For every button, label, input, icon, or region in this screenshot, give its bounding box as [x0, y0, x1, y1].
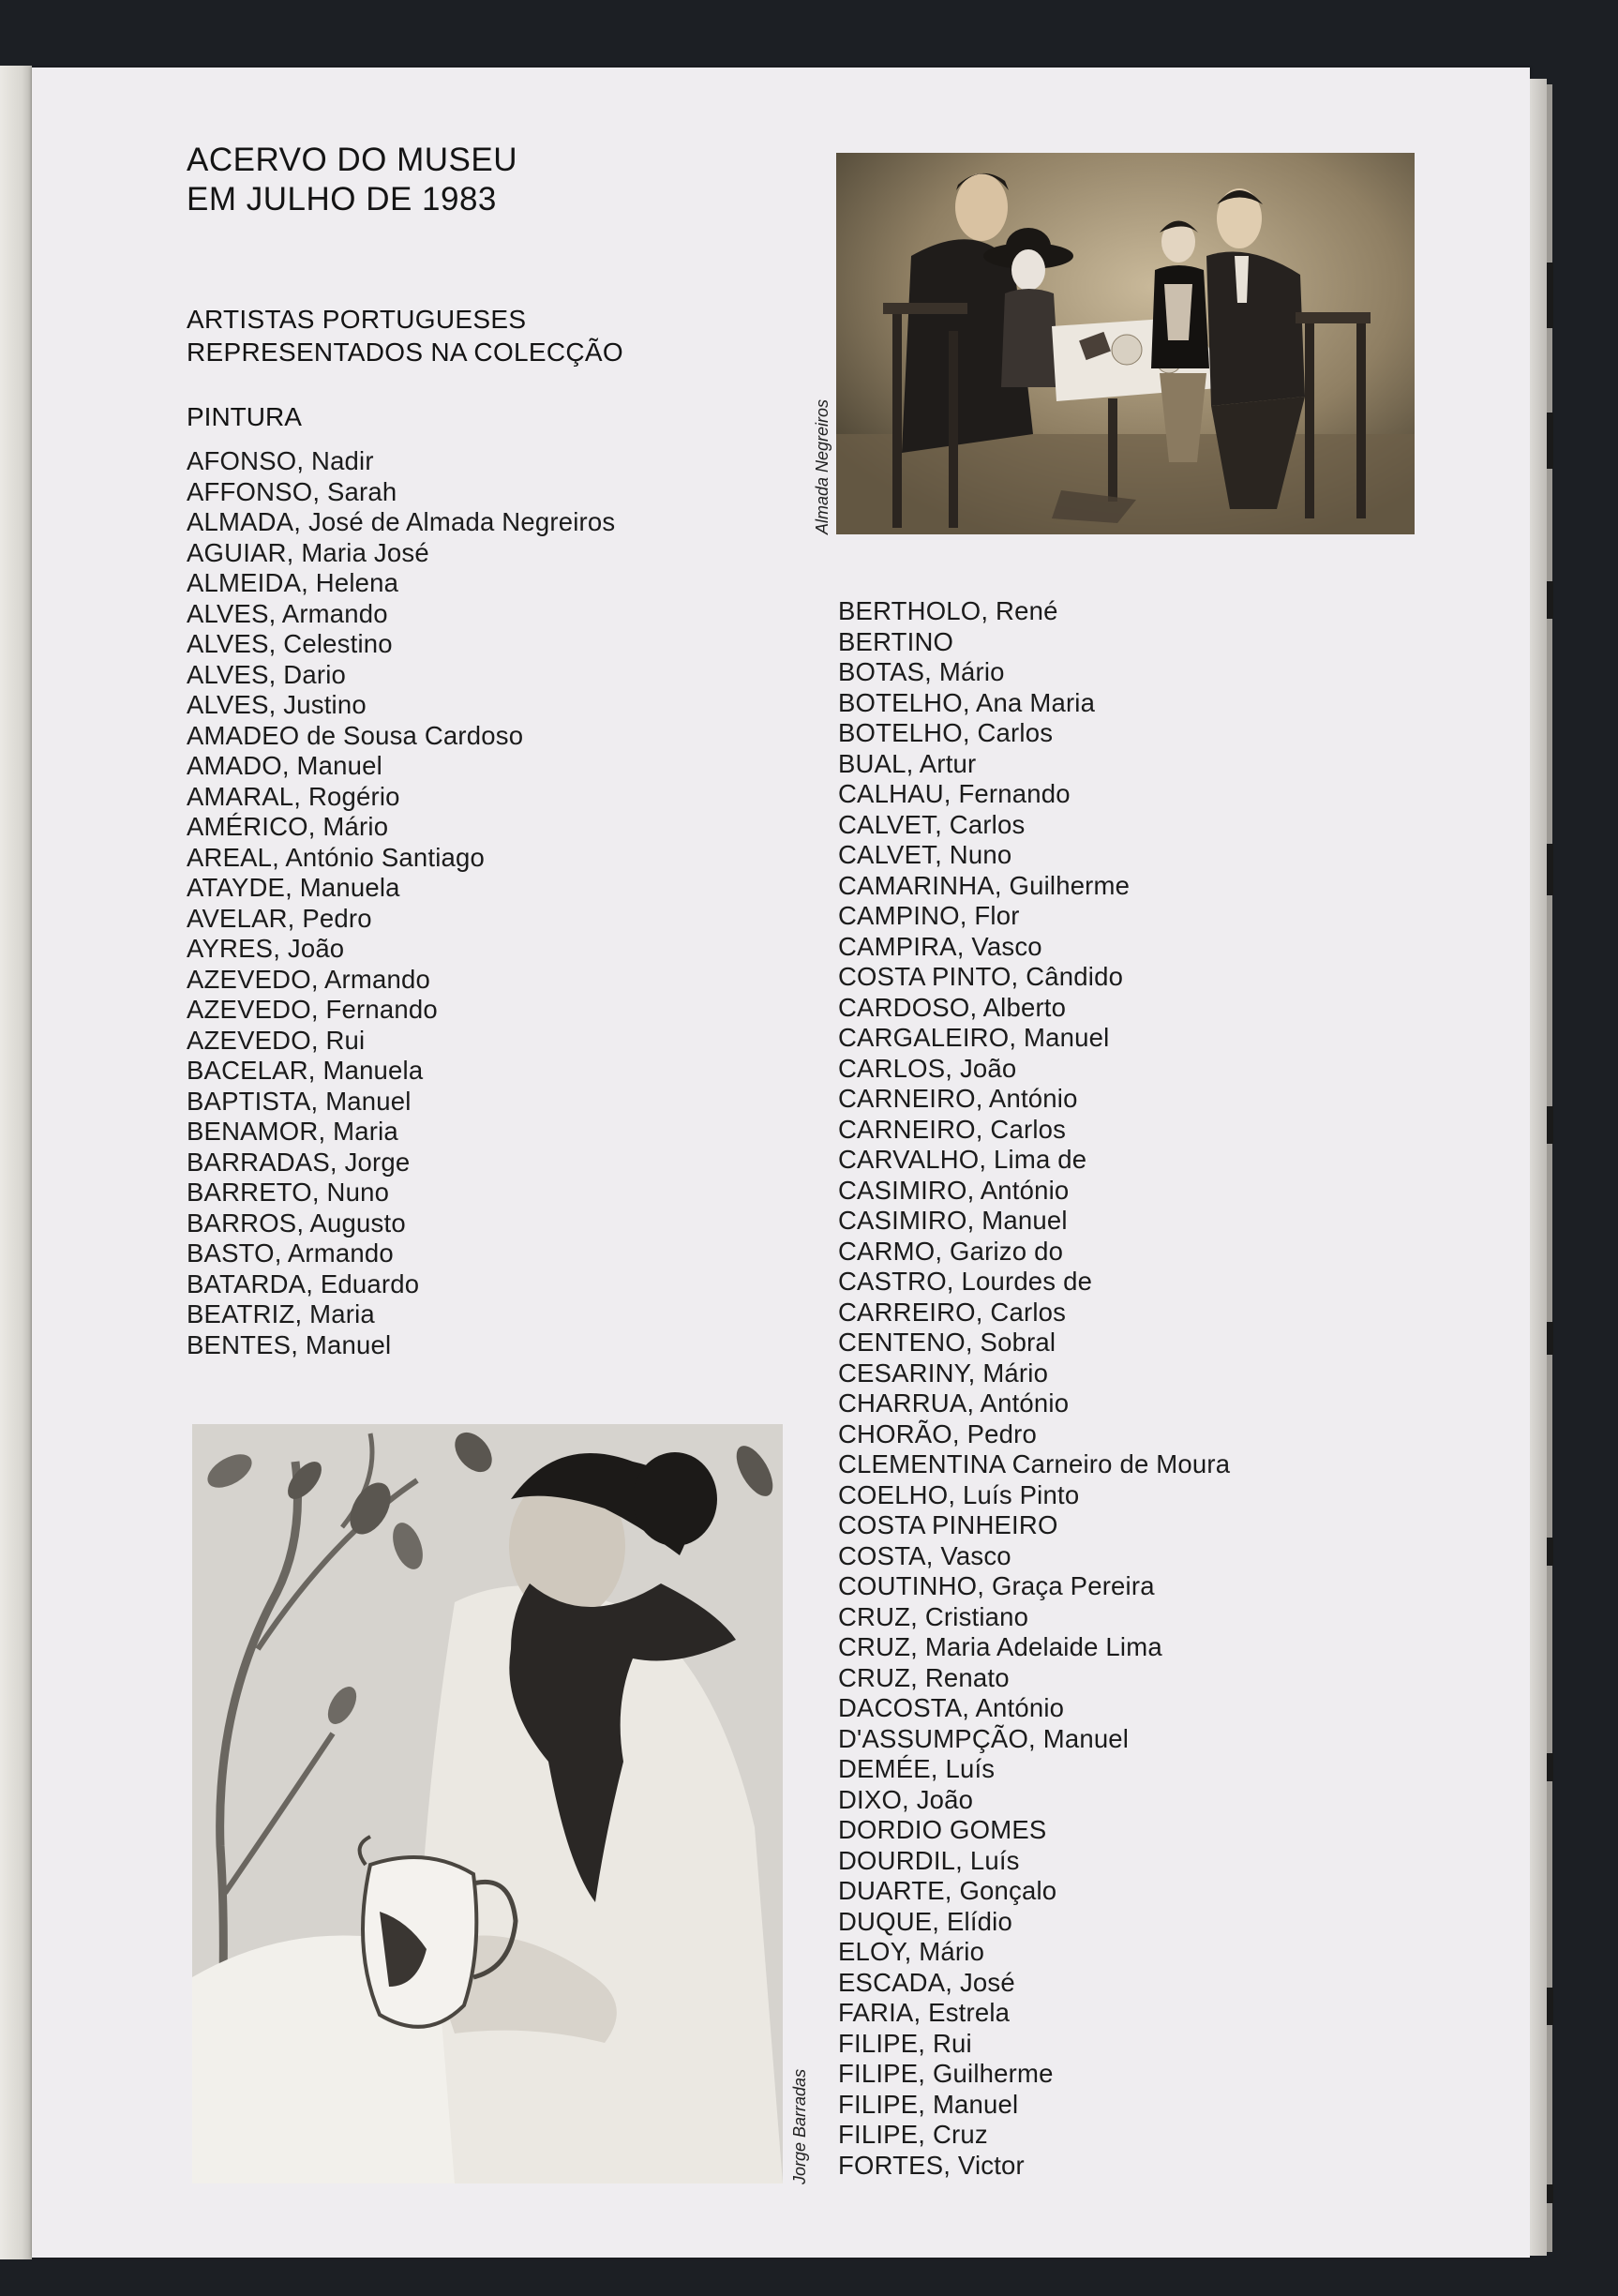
binding-strip: [1547, 84, 1552, 2252]
binding-mark: [1547, 263, 1553, 328]
binding-mark: [1547, 1753, 1553, 1781]
artist-name: BACELAR, Manuela: [187, 1056, 424, 1085]
artist-name: ELOY, Mário: [838, 1937, 985, 1966]
artist-name: CESARINY, Mário: [838, 1358, 1049, 1388]
binding-mark: [1547, 1988, 1553, 2025]
artist-name: AMARAL, Rogério: [187, 781, 400, 811]
artist-name: COUTINHO, Graça Pereira: [838, 1571, 1155, 1600]
artist-name: BAPTISTA, Manuel: [187, 1086, 412, 1116]
artist-name: BARRADAS, Jorge: [187, 1147, 411, 1177]
artist-name: CHARRUA, António: [838, 1388, 1070, 1418]
artist-name: CARDOSO, Alberto: [838, 992, 1067, 1022]
artist-name: DUARTE, Gonçalo: [838, 1876, 1057, 1905]
artist-name: ALVES, Celestino: [187, 629, 393, 658]
artist-name: AVELAR, Pedro: [187, 903, 372, 933]
artist-name: BARRETO, Nuno: [187, 1178, 390, 1207]
left-page-spine: [0, 66, 32, 2259]
artist-name: DIXO, João: [838, 1784, 974, 1814]
artist-name: DUQUE, Elídio: [838, 1906, 1012, 1936]
section-heading: [187, 303, 623, 368]
title-line-2: EM JULHO DE 1983: [187, 181, 497, 218]
page-edge: [1530, 79, 1547, 2256]
artist-name: ALMADA, José de Almada Negreiros: [187, 507, 616, 536]
artist-name: FILIPE, Cruz: [838, 2120, 988, 2149]
artist-name: CARREIRO, Carlos: [838, 1297, 1067, 1327]
artist-name: CAMPIRA, Vasco: [838, 931, 1042, 961]
artist-name: CARGALEIRO, Manuel: [838, 1023, 1110, 1052]
binding-mark: [1547, 1106, 1553, 1144]
artist-name: COSTA PINHEIRO: [838, 1510, 1058, 1539]
artist-name: CALHAU, Fernando: [838, 779, 1071, 808]
artist-name: CARVALHO, Lima de: [838, 1145, 1087, 1174]
artist-name: BATARDA, Eduardo: [187, 1268, 420, 1298]
artist-name: ALVES, Justino: [187, 690, 367, 719]
artist-name: CENTENO, Sobral: [838, 1328, 1056, 1357]
artist-name: CRUZ, Renato: [838, 1662, 1010, 1692]
artist-name: AFONSO, Nadir: [187, 446, 374, 475]
artist-name: AFFONSO, Sarah: [187, 476, 397, 506]
artist-name: AREAL, António Santiago: [187, 842, 486, 872]
artist-name: BOTELHO, Ana Maria: [838, 687, 1096, 717]
artist-name: CALVET, Carlos: [838, 809, 1026, 839]
binding-mark: [1547, 1322, 1553, 1355]
artist-name: DACOSTA, António: [838, 1693, 1065, 1722]
artist-name: CHORÃO, Pedro: [838, 1418, 1037, 1448]
subheading-line-2: REPRESENTADOS NA COLECÇÃO: [187, 338, 623, 367]
artist-name: D'ASSUMPÇÃO, Manuel: [838, 1723, 1130, 1753]
artist-name: FILIPE, Manuel: [838, 2089, 1019, 2119]
binding-mark: [1547, 844, 1553, 895]
artist-name: BOTELHO, Carlos: [838, 718, 1054, 747]
page-title: [187, 141, 517, 219]
binding-mark: [1547, 2184, 1553, 2203]
artist-name: COSTA PINTO, Cândido: [838, 962, 1124, 991]
artist-name: ALMEIDA, Helena: [187, 568, 399, 597]
artist-name: DORDIO GOMES: [838, 1815, 1047, 1844]
binding-mark: [1547, 413, 1553, 469]
artist-name: CASIMIRO, Manuel: [838, 1206, 1068, 1235]
artist-name: CARNEIRO, Carlos: [838, 1114, 1067, 1144]
artist-name: BASTO, Armando: [187, 1238, 394, 1268]
artist-name: BENTES, Manuel: [187, 1329, 392, 1359]
title-line-1: ACERVO DO MUSEU: [187, 142, 518, 178]
category-label: PINTURA: [187, 402, 302, 431]
artist-name: ATAYDE, Manuela: [187, 873, 400, 902]
artist-name: FILIPE, Guilherme: [838, 2059, 1054, 2088]
artist-name: CASTRO, Lourdes de: [838, 1267, 1093, 1296]
subheading-line-1: ARTISTAS PORTUGUESES: [187, 305, 527, 334]
artist-name: ALVES, Dario: [187, 659, 347, 689]
artist-name: FARIA, Estrela: [838, 1998, 1011, 2027]
artist-name: BERTHOLO, René: [838, 596, 1058, 625]
artist-name: CASIMIRO, António: [838, 1175, 1070, 1205]
artist-name: CAMPINO, Flor: [838, 901, 1020, 930]
artist-name: CARNEIRO, António: [838, 1084, 1078, 1113]
photo-credit-bottom: Jorge Barradas: [790, 2068, 809, 2184]
artist-name: BOTAS, Mário: [838, 657, 1005, 686]
artist-name: BENAMOR, Maria: [187, 1117, 398, 1146]
artist-name: FILIPE, Rui: [838, 2028, 972, 2058]
artist-name: AZEVEDO, Fernando: [187, 995, 438, 1024]
artist-list-right: [838, 596, 1230, 2181]
binding-mark: [1547, 1538, 1553, 1566]
artist-name: ALVES, Armando: [187, 598, 388, 628]
artist-name: DOURDIL, Luís: [838, 1845, 1020, 1875]
artist-name: CRUZ, Maria Adelaide Lima: [838, 1632, 1162, 1661]
binding-mark: [1547, 581, 1553, 619]
artist-name: ESCADA, José: [838, 1967, 1015, 1997]
artist-name: CAMARINHA, Guilherme: [838, 870, 1131, 900]
artist-name: COELHO, Luís Pinto: [838, 1479, 1080, 1509]
artist-name: BEATRIZ, Maria: [187, 1299, 375, 1328]
artist-name: AGUIAR, Maria José: [187, 537, 429, 567]
artist-name: AYRES, João: [187, 934, 345, 963]
artist-name: CRUZ, Cristiano: [838, 1601, 1029, 1631]
artist-list-left: [187, 446, 615, 1360]
artist-name: CALVET, Nuno: [838, 840, 1012, 869]
artist-name: COSTA, Vasco: [838, 1540, 1011, 1570]
painting-woman-with-jug: [192, 1424, 783, 2183]
artist-name: DEMÉE, Luís: [838, 1754, 996, 1783]
artist-name: AMADO, Manuel: [187, 751, 382, 780]
artist-name: FORTES, Victor: [838, 2150, 1025, 2180]
painting-cafe-scene: [836, 153, 1415, 534]
artist-name: CARLOS, João: [838, 1053, 1017, 1083]
artist-name: CARMO, Garizo do: [838, 1236, 1064, 1266]
artist-name: BERTINO: [838, 626, 954, 656]
artist-name: AMADEO de Sousa Cardoso: [187, 720, 524, 750]
artist-name: BUAL, Artur: [838, 748, 977, 778]
photo-credit-top: Almada Negreiros: [813, 398, 831, 534]
artist-name: AZEVEDO, Armando: [187, 964, 430, 994]
artist-name: AMÉRICO, Mário: [187, 812, 389, 841]
artist-name: AZEVEDO, Rui: [187, 1025, 366, 1055]
artist-name: CLEMENTINA Carneiro de Moura: [838, 1449, 1231, 1478]
artist-name: BARROS, Augusto: [187, 1208, 406, 1238]
